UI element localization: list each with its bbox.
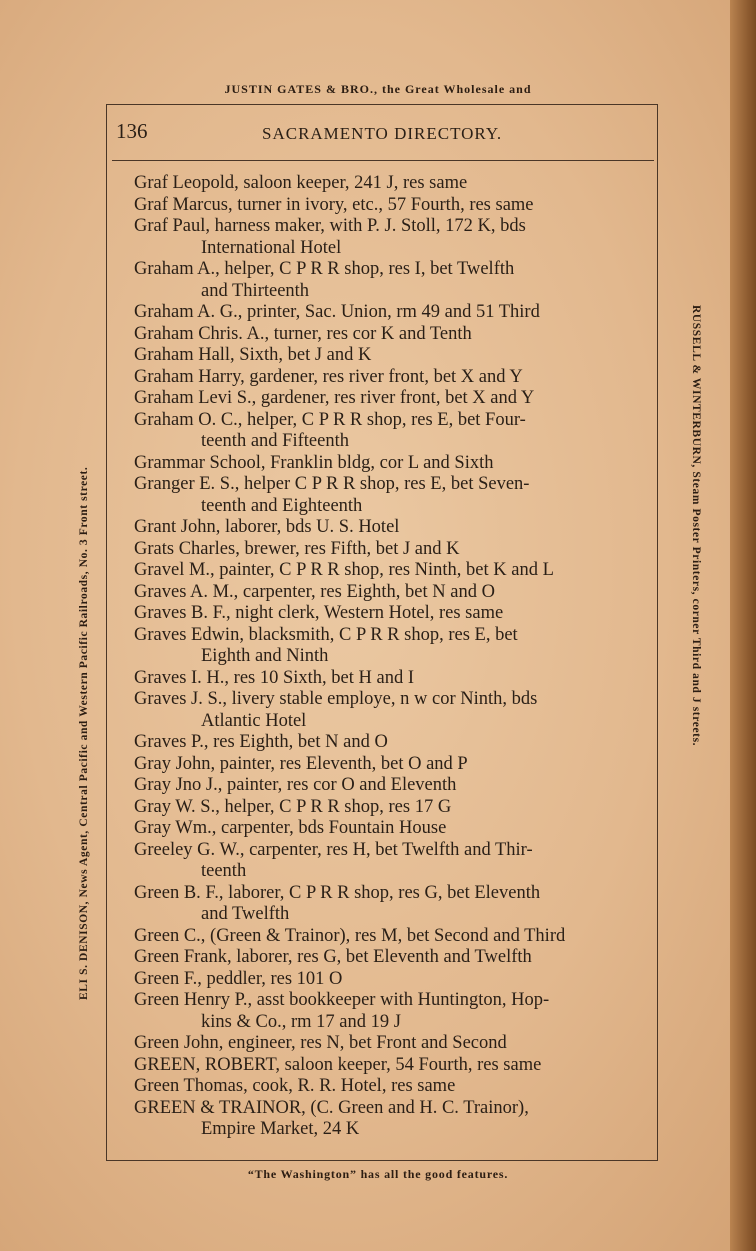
running-head: SACRAMENTO DIRECTORY. <box>262 124 503 143</box>
entry-line: Green John, engineer, res N, bet Front and Second <box>134 1033 507 1053</box>
entry-line: Graham Harry, gardener, res river front, bet X and Y <box>134 366 523 387</box>
entry-line: Graham Hall, Sixth, bet J and K <box>134 345 372 365</box>
directory-entry <box>134 732 659 754</box>
entry-continuation-line: Atlantic Hotel <box>201 710 307 731</box>
directory-entry <box>134 990 659 1033</box>
page-number: 136 <box>116 119 148 143</box>
footer-advertisement: “The Washington” has all the good features. <box>247 1167 509 1181</box>
entry-line: Graf Marcus, turner in ivory, etc., 57 Fourth, res same <box>134 194 534 215</box>
directory-entry <box>134 173 659 195</box>
entry-line: Graham A. G., printer, Sac. Union, rm 49 and 51 Third <box>134 302 540 322</box>
entry-continuation-line: teenth and Eighteenth <box>201 495 363 516</box>
directory-entry <box>134 195 659 217</box>
directory-entry <box>134 1033 659 1055</box>
directory-entry <box>134 926 659 948</box>
directory-entry <box>134 560 659 582</box>
entry-line: Green C., (Green & Trainor), res M, bet Second and Third <box>134 925 566 946</box>
entry-line: Gray Wm., carpenter, bds Fountain House <box>134 818 447 838</box>
directory-entry <box>134 668 659 690</box>
directory-entry <box>134 754 659 776</box>
entry-line: Graves P., res Eighth, bet N and O <box>134 732 388 752</box>
directory-entry <box>134 367 659 389</box>
entry-line: Graham O. C., helper, C P R R shop, res E, bet Four- <box>134 409 526 430</box>
directory-entry <box>134 539 659 561</box>
directory-entry <box>134 517 659 539</box>
entry-line: Graves B. F., night clerk, Western Hotel, res same <box>134 603 504 623</box>
directory-entry <box>134 302 659 324</box>
right-margin-ad-text: RUSSELL & WINTERBURN, Steam Poster Printers, corner Third and J streets. <box>690 305 702 747</box>
entry-continuation-line: and Thirteenth <box>201 280 310 301</box>
entry-continuation-line: International Hotel <box>201 237 342 258</box>
entry-line: Gray W. S., helper, C P R R shop, res 17 G <box>134 796 452 817</box>
entry-line: Granger E. S., helper C P R R shop, res E, bet Seven- <box>134 474 530 494</box>
entry-line: Grats Charles, brewer, res Fifth, bet J and K <box>134 538 460 559</box>
top-advertisement: JUSTIN GATES & BRO., the Great Wholesale and <box>224 82 532 96</box>
entry-line: Green F., peddler, res 101 O <box>134 968 343 989</box>
entry-continuation-line: and Twelfth <box>201 904 290 924</box>
entry-continuation-line: kins & Co., rm 17 and 19 J <box>201 1011 401 1032</box>
directory-entry <box>134 388 659 410</box>
directory-entry <box>134 840 659 883</box>
entry-continuation-line: teenth <box>201 861 247 881</box>
directory-entry <box>134 883 659 926</box>
directory-entry <box>134 259 659 302</box>
directory-entry <box>134 689 659 732</box>
entry-line: Graves I. H., res 10 Sixth, bet H and I <box>134 667 415 688</box>
entry-line: Green Frank, laborer, res G, bet Eleventh and Twelfth <box>134 947 532 967</box>
directory-entry <box>134 603 659 625</box>
directory-entry <box>134 582 659 604</box>
directory-entry <box>134 797 659 819</box>
entry-continuation-line: teenth and Fifteenth <box>201 431 349 451</box>
left-margin-ad-text: ELI S. DENISON, News Agent, Central Pacific and Western Pacific Railroads, No. 3 Front street. <box>78 466 90 1000</box>
entry-continuation-line: Empire Market, 24 K <box>201 1119 360 1139</box>
entry-line: Graf Leopold, saloon keeper, 241 J, res same <box>134 173 468 193</box>
entry-line: Green Henry P., asst bookkeeper with Huntington, Hop- <box>134 990 550 1010</box>
entry-continuation-line: Eighth and Ninth <box>201 646 329 666</box>
entry-line: Green B. F., laborer, C P R R shop, res G, bet Eleventh <box>134 882 541 903</box>
header-rule <box>112 160 654 161</box>
entry-line: Graham Levi S., gardener, res river front, bet X and Y <box>134 388 535 408</box>
entry-line: Graf Paul, harness maker, with P. J. Stoll, 172 K, bds <box>134 216 526 236</box>
entry-line: Graham Chris. A., turner, res cor K and Tenth <box>134 323 472 344</box>
directory-entries <box>134 173 659 1141</box>
entry-line: Greeley G. W., carpenter, res H, bet Twelfth and Thir- <box>134 839 533 860</box>
directory-entry <box>134 216 659 259</box>
directory-entry <box>134 775 659 797</box>
entry-line: Gray John, painter, res Eleventh, bet O and P <box>134 753 468 774</box>
book-spine <box>730 0 756 1251</box>
entry-line: Graves J. S., livery stable employe, n w cor Ninth, bds <box>134 689 538 709</box>
directory-entry <box>134 818 659 840</box>
entry-line: Graves A. M., carpenter, res Eighth, bet N and O <box>134 581 495 602</box>
entry-line: Graham A., helper, C P R R shop, res I, bet Twelfth <box>134 259 515 279</box>
directory-entry <box>134 1076 659 1098</box>
directory-entry <box>134 474 659 517</box>
entry-line: Grant John, laborer, bds U. S. Hotel <box>134 517 400 537</box>
directory-entry <box>134 345 659 367</box>
entry-line: Gray Jno J., painter, res cor O and Eleventh <box>134 775 457 795</box>
entry-line: Gravel M., painter, C P R R shop, res Ninth, bet K and L <box>134 560 554 580</box>
directory-entry <box>134 1098 659 1141</box>
entry-line: Green Thomas, cook, R. R. Hotel, res same <box>134 1076 456 1096</box>
entry-line: GREEN & TRAINOR, (C. Green and H. C. Trainor), <box>134 1097 529 1118</box>
directory-entry <box>134 324 659 346</box>
directory-entry <box>134 1055 659 1077</box>
directory-entry <box>134 410 659 453</box>
directory-entry <box>134 453 659 475</box>
directory-entry <box>134 969 659 991</box>
directory-entry <box>134 947 659 969</box>
entry-line: Graves Edwin, blacksmith, C P R R shop, res E, bet <box>134 624 518 645</box>
entry-line: Grammar School, Franklin bldg, cor L and Sixth <box>134 452 494 473</box>
entry-line: GREEN, ROBERT, saloon keeper, 54 Fourth, res same <box>134 1054 542 1075</box>
directory-entry <box>134 625 659 668</box>
